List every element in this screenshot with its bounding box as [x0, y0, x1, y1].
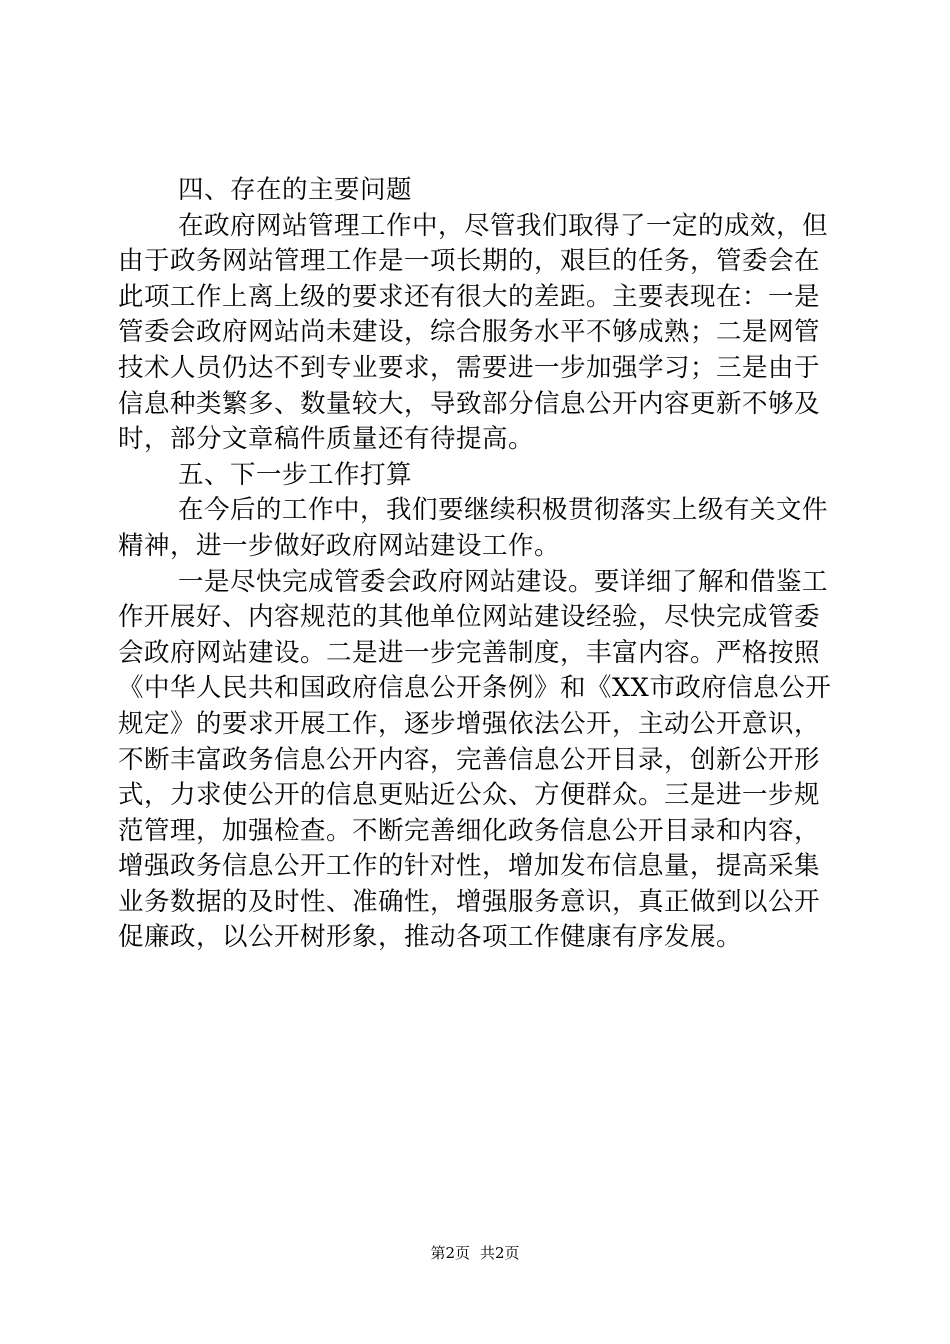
paragraph-line: 《中华人民共和国政府信息公开条例》和《XX市政府信息公开	[118, 673, 832, 704]
paragraph-line: 此项工作上离上级的要求还有很大的差距。主要表现在：一是	[118, 281, 821, 312]
section-heading: 五、下一步工作打算	[178, 459, 413, 490]
paragraph-line: 在今后的工作中，我们要继续积极贯彻落实上级有关文件	[178, 495, 829, 526]
paragraph-line: 在政府网站管理工作中，尽管我们取得了一定的成效，但	[178, 210, 829, 241]
paragraph-line: 技术人员仍达不到专业要求，需要进一步加强学习；三是由于	[118, 352, 821, 383]
paragraph-line: 范管理，加强检查。不断完善细化政务信息公开目录和内容，	[118, 815, 821, 846]
paragraph-line: 精神，进一步做好政府网站建设工作。	[118, 530, 561, 561]
paragraph-line: 式，力求使公开的信息更贴近公众、方便群众。三是进一步规	[118, 780, 821, 811]
section-heading: 四、存在的主要问题	[178, 175, 413, 205]
document-body	[118, 173, 836, 956]
paragraph-line: 不断丰富政务信息公开内容，完善信息公开目录，创新公开形	[118, 744, 821, 775]
page-footer	[0, 1243, 950, 1263]
paragraph-line: 信息种类繁多、数量较大，导致部分信息公开内容更新不够及	[118, 388, 821, 419]
paragraph-line: 业务数据的及时性、准确性，增强服务意识，真正做到以公开	[118, 886, 821, 917]
paragraph-line: 促廉政，以公开树形象，推动各项工作健康有序发展。	[118, 922, 743, 953]
page-total: 共2页	[480, 1244, 520, 1262]
paragraph-line: 由于政务网站管理工作是一项长期的，艰巨的任务，管委会在	[118, 246, 821, 277]
page-number: 第2页	[430, 1244, 470, 1262]
paragraph-line: 增强政务信息公开工作的针对性，增加发布信息量，提高采集	[118, 851, 821, 882]
paragraph-line: 作开展好、内容规范的其他单位网站建设经验，尽快完成管委	[118, 602, 821, 633]
paragraph-line: 时，部分文章稿件质量还有待提高。	[118, 424, 535, 455]
paragraph-line: 管委会政府网站尚未建设，综合服务水平不够成熟；二是网管	[118, 317, 821, 348]
paragraph-line: 一是尽快完成管委会政府网站建设。要详细了解和借鉴工	[178, 566, 829, 597]
paragraph-line: 规定》的要求开展工作，逐步增强依法公开，主动公开意识，	[118, 708, 821, 739]
paragraph-line: 会政府网站建设。二是进一步完善制度，丰富内容。严格按照	[118, 637, 821, 668]
